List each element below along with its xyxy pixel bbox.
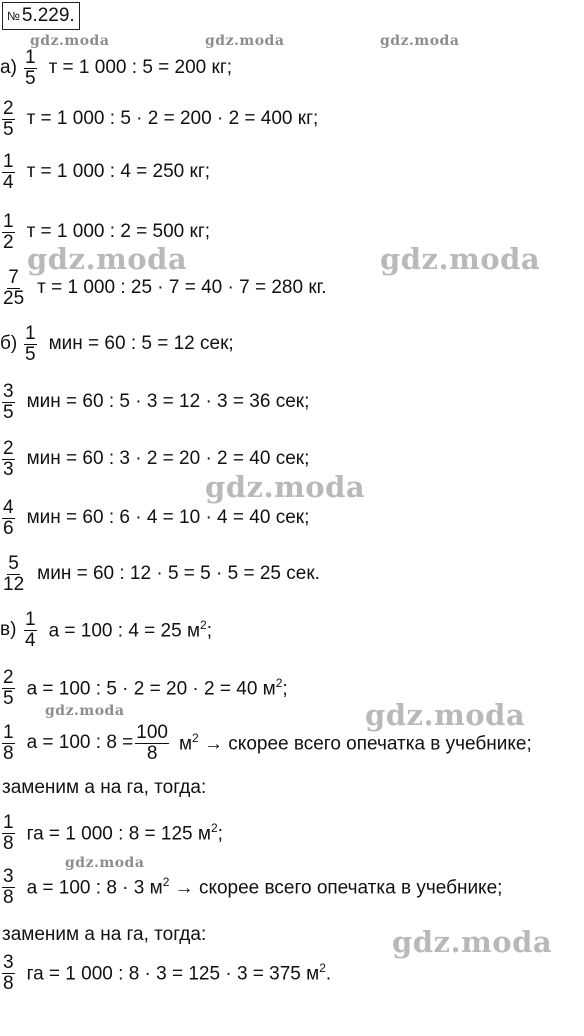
solution-line bbox=[0, 605, 212, 655]
solution-line bbox=[0, 493, 309, 543]
problem-number: 5.229. bbox=[21, 5, 75, 26]
watermark: gdz.moda bbox=[30, 33, 110, 49]
solution-line bbox=[0, 94, 318, 144]
fraction: $\frac{1}{4}$ bbox=[3, 150, 14, 193]
solution-line bbox=[0, 319, 234, 369]
watermark: gdz.moda bbox=[65, 855, 145, 871]
part-label: б) bbox=[0, 333, 18, 354]
solution-line bbox=[0, 377, 309, 427]
watermark: gdz.moda bbox=[27, 242, 188, 276]
solution-line bbox=[0, 549, 320, 599]
fraction: $\frac{1}{5}$ bbox=[25, 46, 36, 89]
expression: мин = 60 : 3 · 2 = 20 · 2 = 40 сек; bbox=[26, 448, 310, 469]
watermark: gdz.moda bbox=[205, 470, 366, 504]
expression: а = 100 : 4 = 25 $м^2$; bbox=[48, 617, 212, 642]
expression: т = 1 000 : 25 · 7 = 40 · 7 = 280 кг. bbox=[37, 277, 327, 298]
fraction: $\frac{4}{6}$ bbox=[3, 496, 14, 539]
expression: $м^2$ → скорее всего опечатка в учебнике; bbox=[178, 730, 532, 755]
fraction: $\frac{5}{12}$ bbox=[3, 552, 25, 595]
fraction: $\frac{1}{2}$ bbox=[3, 210, 14, 253]
expression: мин = 60 : 5 = 12 сек; bbox=[48, 333, 234, 354]
fraction: $\frac{7}{25}$ bbox=[3, 266, 25, 309]
expression: мин = 60 : 6 · 4 = 10 · 4 = 40 сек; bbox=[26, 507, 310, 528]
solution-line bbox=[0, 663, 288, 713]
watermark: gdz.moda bbox=[205, 33, 285, 49]
fraction: $\frac{1}{8}$ bbox=[3, 811, 14, 854]
solution-line bbox=[0, 207, 210, 257]
solution-line bbox=[0, 147, 210, 197]
expression: мин = 60 : 5 · 3 = 12 · 3 = 36 сек; bbox=[26, 391, 310, 412]
fraction: $\frac{3}{8}$ bbox=[3, 951, 14, 994]
expression: мин = 60 : 12 · 5 = 5 · 5 = 25 сек. bbox=[37, 563, 320, 584]
fraction: $\frac{3}{5}$ bbox=[3, 380, 14, 423]
expression: га = 1 000 : 8 = 125 $м^2$; bbox=[26, 820, 223, 845]
part-label: в) bbox=[0, 619, 17, 640]
solution-line bbox=[0, 808, 223, 858]
fraction: $\frac{2}{5}$ bbox=[3, 97, 14, 140]
fraction: $\frac{1}{8}$ bbox=[3, 721, 14, 764]
note-text: заменим а на га, тогда: bbox=[2, 924, 207, 945]
problem-number-badge bbox=[2, 2, 80, 30]
solution-line bbox=[0, 718, 532, 768]
expression: а = 100 : 8 · 3 $м^2$ → скорее всего опечатка в учебнике; bbox=[26, 874, 503, 899]
number-sign: № bbox=[7, 9, 20, 23]
note-text: заменим а на га, тогда: bbox=[2, 777, 207, 798]
solution-line bbox=[0, 263, 327, 313]
watermark: gdz.moda bbox=[392, 925, 553, 959]
fraction: $\frac{100}{8}$ bbox=[136, 721, 168, 764]
fraction: $\frac{2}{5}$ bbox=[3, 666, 14, 709]
solution-line bbox=[0, 862, 502, 912]
expression: т = 1 000 : 5 · 2 = 200 · 2 = 400 кг; bbox=[26, 108, 319, 129]
solution-line bbox=[0, 43, 232, 93]
watermark: gdz.moda bbox=[45, 703, 125, 719]
fraction: $\frac{3}{8}$ bbox=[3, 865, 14, 908]
expression: т = 1 000 : 2 = 500 кг; bbox=[26, 221, 211, 242]
expression: а = 100 : 8 = bbox=[26, 732, 134, 753]
watermark: gdz.moda bbox=[380, 242, 541, 276]
fraction: $\frac{1}{5}$ bbox=[25, 322, 36, 365]
part-label: а) bbox=[0, 57, 17, 78]
solution-line bbox=[0, 434, 309, 484]
expression: га = 1 000 : 8 · 3 = 125 · 3 = 375 $м^2$. bbox=[26, 960, 332, 985]
expression: т = 1 000 : 5 = 200 кг; bbox=[48, 57, 233, 78]
expression: т = 1 000 : 4 = 250 кг; bbox=[26, 161, 211, 182]
watermark: gdz.moda bbox=[380, 33, 460, 49]
fraction: $\frac{1}{4}$ bbox=[25, 608, 36, 651]
watermark: gdz.moda bbox=[365, 698, 526, 732]
expression: а = 100 : 5 · 2 = 20 · 2 = 40 $м^2$; bbox=[26, 675, 288, 700]
fraction: $\frac{2}{3}$ bbox=[3, 437, 14, 480]
solution-line bbox=[0, 948, 331, 998]
